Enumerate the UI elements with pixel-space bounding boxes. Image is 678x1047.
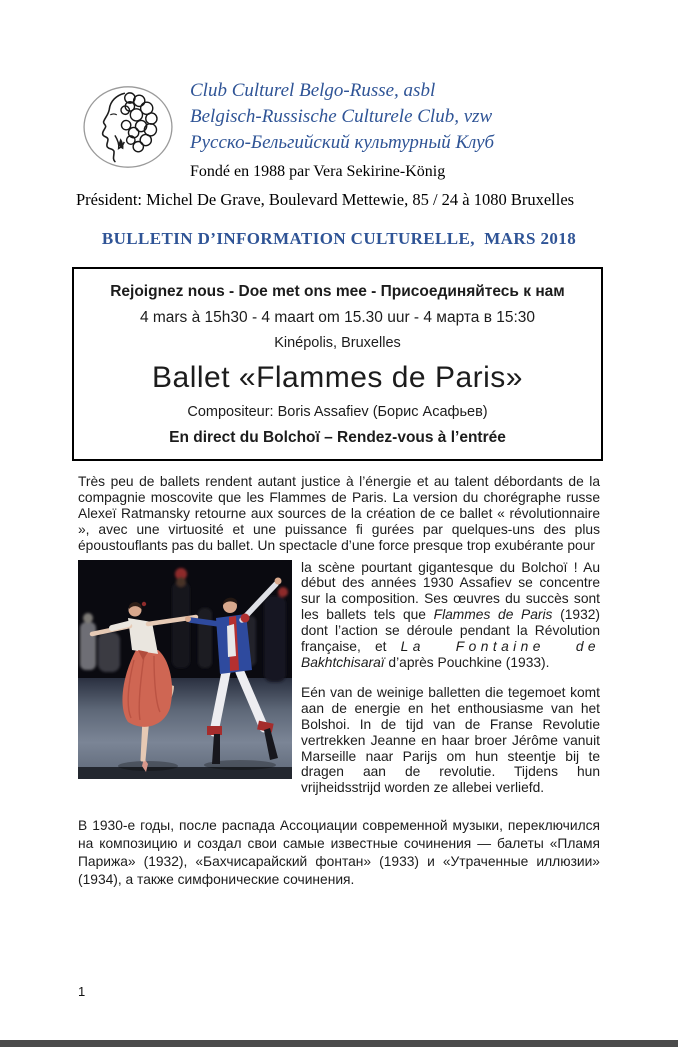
- announcement-venue: Kinépolis, Bruxelles: [274, 335, 401, 351]
- club-header: [80, 80, 678, 182]
- dutch-paragraph: Eén van de weinige balletten die tegemoet komt aan de energie en het enthousiasme van het Bolshoi. In de tijd van de Franse Revolutie vertrekken Jeanne en haar broer Jérôme vanuit Marseille naar Parijs om hun steentje bij te dragen aan de revolutie. Tijdens hun vrijheidsstrijd worden ze allebei verliefd.: [301, 684, 600, 796]
- window-bottom-edge: [0, 1040, 678, 1047]
- founded-line: Fondé en 1988 par Vera Sekirine-König: [190, 163, 446, 180]
- club-titles: [190, 78, 494, 182]
- french-continuation-paragraph: [301, 560, 600, 671]
- composer-line: Compositeur: Boris Assafiev (Борис Асафьев): [187, 404, 488, 420]
- club-name-nl: Belgisch-Russische Culturele Club, vzw: [190, 106, 493, 127]
- fr-wrap-seg6: d’après Pouchkine (1933).: [384, 654, 550, 670]
- article-media-row: [78, 560, 600, 797]
- ballet-title: Ballet «Flammes de Paris»: [152, 361, 523, 394]
- announcement-box: [72, 267, 603, 461]
- fr-wrap-seg1: la scène pourtant gigantesque du Bolchoï ! Au début des années 1930 Assafiev se concentre sur la composition. Ses œuvres du succès sont les ballets tels que: [301, 559, 600, 623]
- president-line: Président: Michel De Grave, Boulevard Mettewie, 85 / 24 à 1080 Bruxelles: [76, 190, 575, 209]
- wrapped-text-column: [301, 560, 600, 797]
- live-broadcast-line: En direct du Bolchoï – Rendez-vous à l’entrée: [169, 429, 506, 446]
- ballet-photo: [78, 560, 292, 779]
- fr-wrap-title-flammes: Flammes de Paris: [433, 607, 553, 623]
- russian-paragraph: В 1930-е годы, после распада Ассоциации современной музыки, переключился на композицию и создал свои самые известные сочинения — балеты «Пламя Парижа» (1932), «Бахчисарайский фонтан» (1933) и «Утраченные иллюзии» (1934), а также симфонические сочинения.: [78, 818, 600, 888]
- french-intro-paragraph: Très peu de ballets rendent autant justice à l’énergie et au talent débordants de la compagnie moscovite que les Flammes de Paris. La version du chorégraphe russe Alexeï Ratmansky retourne aux sources de la création de ce ballet « révolutionnaire », avec une virtuosité et une puissance fi gurées par quelques-uns des plus époustouflants pas du ballet. Un spectacle d’une force presque trop exubérante pour: [78, 474, 600, 553]
- pushkin-logo-icon: [80, 84, 176, 170]
- club-name-ru: Русско-Бельгийский культурный Клуб: [190, 132, 495, 153]
- page-number: 1: [78, 984, 86, 999]
- fr-wrap-title-bakhtchisarai: Bakhtchisaraï: [301, 654, 385, 670]
- bulletin-title: BULLETIN D’INFORMATION CULTURELLE, MARS 2018: [101, 229, 577, 248]
- club-name-fr: Club Culturel Belgo-Russe, asbl: [190, 80, 436, 101]
- fr-wrap-title-fontaine: La Fontaine de: [400, 639, 600, 655]
- fr-wrap-seg3: (1932) dont l’action se déroule pendant la Révolution française, et: [301, 607, 601, 655]
- announcement-datetime: 4 mars à 15h30 - 4 maart om 15.30 uur - 4 марта в 15:30: [139, 309, 536, 326]
- bulletin-page: [0, 80, 678, 1047]
- announcement-join-line: Rejoignez nous - Doe met ons mee - Присоединяйтесь к нам: [110, 283, 565, 300]
